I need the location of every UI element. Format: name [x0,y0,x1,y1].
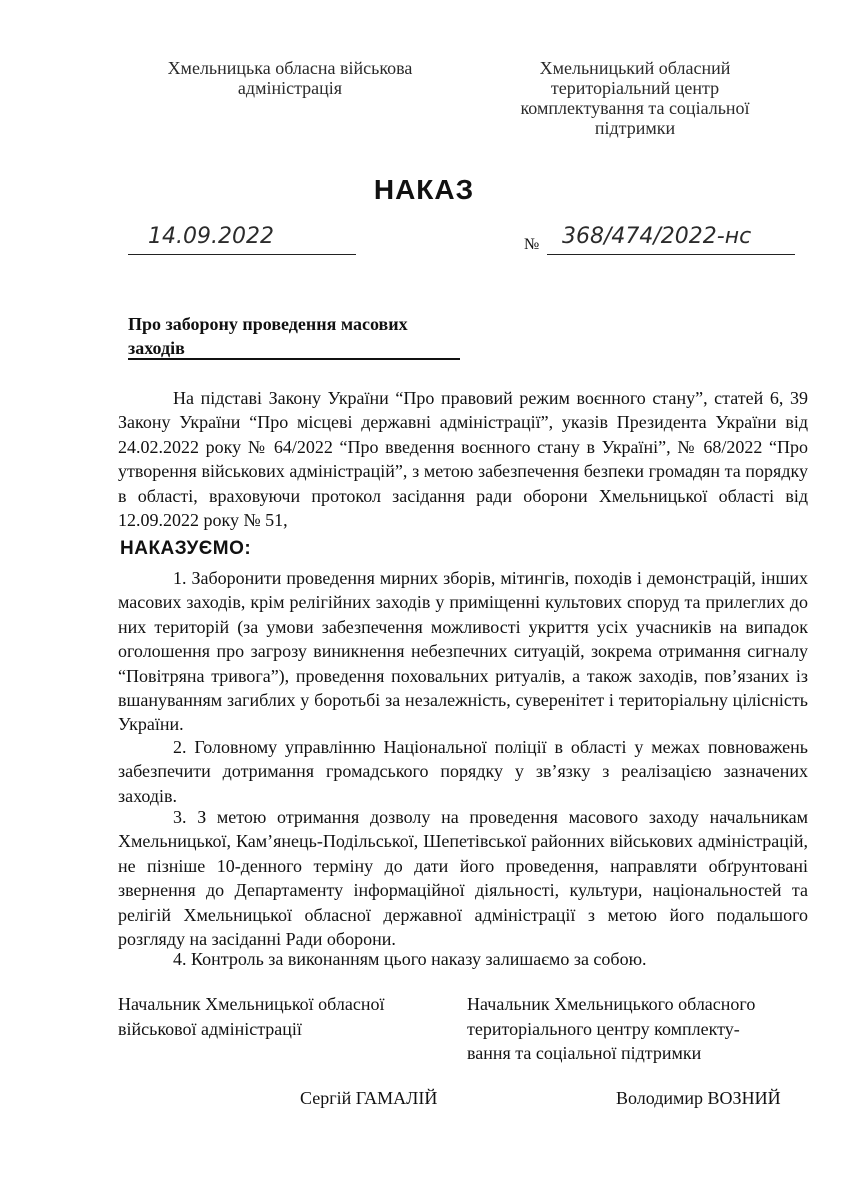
signatory-right-position [467,992,807,1066]
header-right-line: комплектування та соціальної [520,98,750,118]
document-title: НАКАЗ [373,174,475,205]
order-item-text: 2. Головному управлінню Національної поліції в області у межах повноважень забезпечити дотримання громадського порядку у зв’язку з реалізацією зазначених заходів. [118,737,808,806]
subject-underline [128,358,460,360]
signatory-left-position [118,992,448,1041]
position-line: територіального центру комплекту- [467,1018,740,1039]
preamble-paragraph: На підставі Закону України “Про правовий режим воєнного стану”, статей 6, 39 Закону України “Про місцеві державні адміністрації”, указів Президента України від 24.02.2022 року № 64/2022 “Про введення воєнного стану в Україні”, № 68/2022 “Про утворення військових адміністрацій”, з метою забезпечення безпеки громадян та порядку в області, враховуючи протокол засідання ради оборони Хмельницької області від 12.09.2022 року № 51, [118,388,808,531]
header-left-line: Хмельницька обласна військова [167,58,413,78]
position-line: Начальник Хмельницької обласної [118,994,385,1014]
order-subject: Про заборону проведення масових заходів [128,314,408,358]
order-item-2 [118,735,808,808]
order-date: 14.09.2022 [148,224,274,249]
number-label: № [524,236,540,253]
header-left-line: адміністрація [237,78,343,98]
order-item-text: 1. Заборонити проведення мирних зборів, мітингів, походів і демонстрацій, інших масових заходів, крім релігійних заходів у приміщенні культових споруд та прилеглих до них територій (за умови забезпечення можливості укриття усіх учасників на випадок оголошення про загрозу виникнення небезпечних ситуацій, зокрема отримання сигналу “Повітряна тривога”), проведення поховальних ритуалів, а також заходів, пов’язаних із вшануванням загиблих у боротьбі за незалежність, суверенітет і територіальну цілісність України. [118,568,808,735]
order-item-text: 3. З метою отримання дозволу на проведення масового заходу начальникам Хмельницької, Кам’янець-Подільської, Шепетівської районних військових адміністрацій, не пізніше 10-денного терміну до дати його проведення, направляти обґрунтовані звернення до Департаменту інформаційної діяльності, культури, національностей та релігій Хмельницької обласної державної адміністрації з метою його подальшого розгляду на засіданні Ради оборони. [118,807,808,950]
header-left [120,58,460,98]
order-number: 368/474/2022-нс [562,224,752,249]
header-right-line: територіальний центр [550,78,720,98]
order-item-text: 4. Контроль за виконанням цього наказу залишаємо за собою. [173,949,647,969]
signatory-left-name: Сергій ГАМАЛІЙ [300,1088,438,1108]
signatory-right-name: Володимир ВОЗНИЙ [616,1088,781,1108]
position-line: Начальник Хмельницького обласного [467,994,756,1014]
date-underline [128,254,356,255]
header-right [470,58,800,138]
position-line: військової адміністрації [118,1018,302,1039]
position-line: вання та соціальної підтримки [467,1043,702,1063]
preamble-block [118,386,808,532]
order-item-1 [118,566,808,737]
order-heading: НАКАЗУЄМО: [120,538,252,559]
header-right-line: підтримки [594,118,676,138]
number-underline [547,254,795,255]
order-item-4 [118,947,808,971]
order-item-3 [118,805,808,951]
header-right-line: Хмельницький обласний [539,58,731,78]
